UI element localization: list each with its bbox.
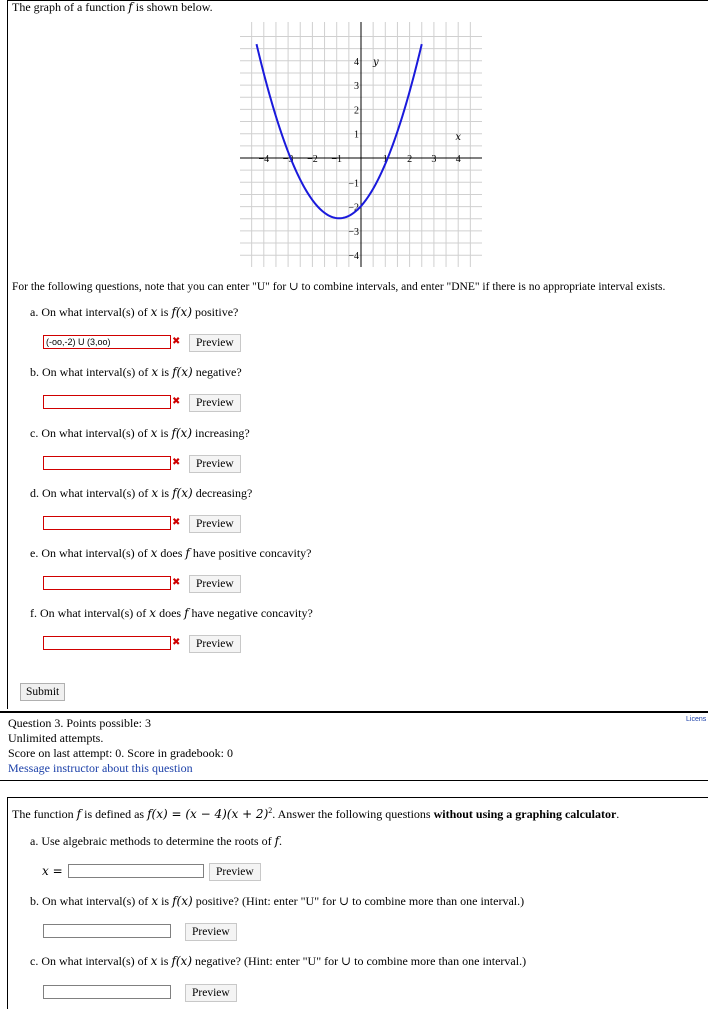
message-instructor-link[interactable]: Message instructor about this question (8, 761, 193, 775)
instructions-note: For the following questions, note that you can enter "U" for ∪ to combine intervals, and enter "DNE" if there is no appropriate interval exists. (12, 281, 666, 293)
x-tick-label: 3 (431, 154, 437, 165)
part-question: b. On what interval(s) of x is f(x) negative? (30, 365, 242, 379)
incorrect-icon: ✖ (172, 637, 181, 648)
preview-button[interactable]: Preview (189, 334, 241, 352)
divider (0, 711, 708, 713)
x-tick-label: −4 (258, 154, 270, 165)
preview-button[interactable]: Preview (189, 455, 241, 473)
part-b-question: b. On what interval(s) of x is f(x) positive? (Hint: enter "U" for ∪ to combine more than one interval.) (30, 894, 525, 908)
preview-button[interactable]: Preview (185, 984, 237, 1002)
question-2-intro: The graph of a function f is shown below. (12, 0, 213, 14)
positive-interval-input[interactable] (43, 924, 171, 938)
y-tick-label: −1 (348, 178, 359, 190)
part-question: d. On what interval(s) of x is f(x) decreasing? (30, 486, 253, 500)
answer-input[interactable] (43, 456, 171, 470)
x-tick-label: −1 (331, 154, 343, 165)
y-tick-label: 4 (354, 56, 359, 68)
x-equals-label: x = (42, 864, 63, 878)
y-tick-label: −4 (348, 251, 359, 263)
question-3-header: Question 3. Points possible: 3 (8, 716, 152, 730)
answer-input[interactable]: (-oo,-2) U (3,oo) (43, 335, 171, 349)
preview-button[interactable]: Preview (189, 394, 241, 412)
negative-interval-input[interactable] (43, 985, 171, 999)
preview-button[interactable]: Preview (189, 515, 241, 533)
x-tick-label: −2 (307, 154, 318, 165)
incorrect-icon: ✖ (172, 336, 181, 347)
part-a-question: a. Use algebraic methods to determine the roots of f. (30, 834, 283, 848)
part-question: f. On what interval(s) of x does f have negative concavity? (30, 606, 313, 620)
incorrect-icon: ✖ (172, 396, 181, 407)
y-tick-label: −3 (348, 226, 359, 238)
attempts-text: Unlimited attempts. (8, 731, 104, 745)
x-axis-label: x (455, 132, 462, 143)
preview-button[interactable]: Preview (189, 635, 241, 653)
preview-button[interactable]: Preview (189, 575, 241, 593)
answer-input[interactable] (43, 576, 171, 590)
x-tick-label: −3 (282, 154, 294, 165)
submit-button[interactable]: Submit (20, 683, 65, 701)
part-question: e. On what interval(s) of x does f have positive concavity? (30, 546, 312, 560)
incorrect-icon: ✖ (172, 517, 181, 528)
divider (0, 780, 708, 781)
function-graph (240, 22, 482, 267)
preview-button[interactable]: Preview (185, 923, 237, 941)
question-3-intro: The function f is defined as $f(x) = (x - 4)(x + 2)^2$. Answer the following questions without using a graphing calculator. (12, 806, 620, 821)
y-tick-label: 2 (354, 105, 359, 117)
score-text: Score on last attempt: 0. Score in gradebook: 0 (8, 746, 233, 760)
x-tick-label: 4 (455, 154, 461, 165)
y-tick-label: 3 (354, 81, 359, 93)
part-question: a. On what interval(s) of x is f(x) positive? (30, 305, 239, 319)
y-tick-label: −2 (348, 202, 359, 214)
x-tick-label: 1 (382, 154, 388, 165)
y-axis-label: y (373, 56, 379, 68)
x-tick-label: 2 (407, 154, 413, 165)
y-tick-label: 1 (354, 129, 359, 141)
answer-input[interactable] (43, 636, 171, 650)
roots-input[interactable] (68, 864, 204, 878)
incorrect-icon: ✖ (172, 577, 181, 588)
answer-input[interactable] (43, 395, 171, 409)
answer-input[interactable] (43, 516, 171, 530)
part-question: c. On what interval(s) of x is f(x) increasing? (30, 426, 250, 440)
license-link[interactable]: Licens (686, 716, 707, 723)
part-c-question: c. On what interval(s) of x is f(x) negative? (Hint: enter "U" for ∪ to combine more than one interval.) (30, 954, 527, 968)
preview-button[interactable]: Preview (209, 863, 261, 881)
incorrect-icon: ✖ (172, 457, 181, 468)
